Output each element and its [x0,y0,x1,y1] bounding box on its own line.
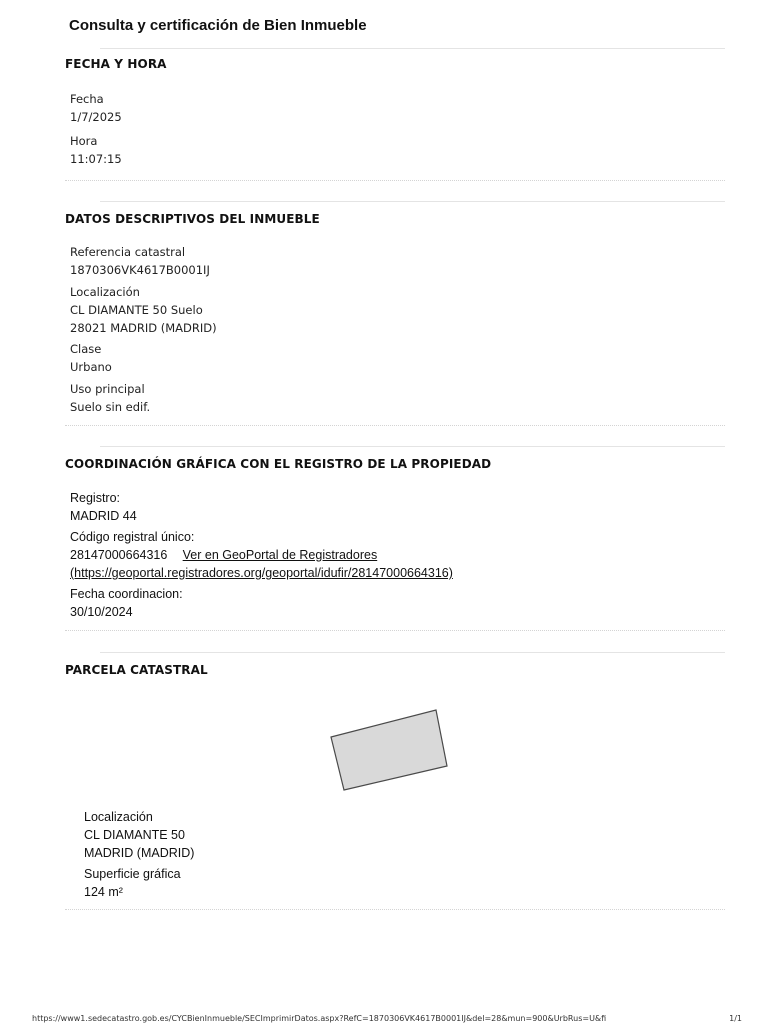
localizacion-field [70,283,217,337]
section-heading-datos: DATOS DESCRIPTIVOS DEL INMUEBLE [65,212,320,226]
divider [100,48,725,49]
hora-value: 11:07:15 [70,152,122,166]
fecha-coordinacion-label: Fecha coordinacion: [70,587,183,601]
divider [100,446,725,447]
divider [65,425,725,426]
fecha-coordinacion-value: 30/10/2024 [70,605,133,619]
uso-field [70,380,150,416]
section-datos [65,212,725,226]
clase-value: Urbano [70,360,112,374]
fecha-label: Fecha [70,92,104,106]
parcela-localizacion-line2: MADRID (MADRID) [84,846,195,860]
divider [65,630,725,631]
referencia-value: 1870306VK4617B0001IJ [70,263,210,277]
localizacion-line2: 28021 MADRID (MADRID) [70,321,217,335]
localizacion-label: Localización [70,285,140,299]
section-heading-coordinacion: COORDINACIÓN GRÁFICA CON EL REGISTRO DE LA PROPIEDAD [65,457,492,471]
footer-page-number: 1/1 [729,1014,742,1023]
superficie-field [84,865,181,901]
parcela-localizacion-field [84,808,194,862]
section-parcela [65,663,725,677]
referencia-field [70,243,210,279]
registro-value: MADRID 44 [70,509,137,523]
section-heading-parcela: PARCELA CATASTRAL [65,663,208,677]
registro-label: Registro: [70,491,121,505]
uso-label: Uso principal [70,382,145,396]
divider [100,652,725,653]
uso-value: Suelo sin edif. [70,400,151,414]
geoportal-link[interactable]: Ver en GeoPortal de Registradores [182,548,378,562]
codigo-value: 28147000664316 [70,548,168,562]
divider [65,180,725,181]
codigo-label: Código registral único: [70,530,195,544]
registro-field [70,489,137,525]
fecha-value: 1/7/2025 [70,110,122,124]
fecha-field [70,90,122,126]
clase-label: Clase [70,342,102,356]
section-fecha-hora [65,57,725,71]
divider [65,909,725,910]
referencia-label: Referencia catastral [70,245,186,259]
superficie-label: Superficie gráfica [84,867,181,881]
fecha-coordinacion-field [70,585,183,621]
parcela-localizacion-label: Localización [84,810,153,824]
page-title: Consulta y certificación de Bien Inmueble [69,17,367,34]
section-coordinacion [65,457,725,471]
superficie-value: 124 m² [84,885,123,899]
divider [100,201,725,202]
footer-url: https://www1.sedecatastro.gob.es/CYCBienInmueble/SECImprimirDatos.aspx?RefC=1870306VK4617B0001IJ&del=28&mun=900&UrbRus=U&fi [32,1014,607,1023]
hora-field [70,132,122,168]
localizacion-line1: CL DIAMANTE 50 Suelo [70,303,203,317]
hora-label: Hora [70,134,98,148]
section-heading-fecha-hora: FECHA Y HORA [65,57,167,71]
clase-field [70,340,112,376]
parcela-localizacion-line1: CL DIAMANTE 50 [84,828,185,842]
codigo-field [70,528,453,582]
print-footer [32,1014,752,1023]
geoportal-url-link[interactable]: (https://geoportal.registradores.org/geoportal/idufir/28147000664316) [70,566,453,580]
parcel-shape [320,700,460,800]
